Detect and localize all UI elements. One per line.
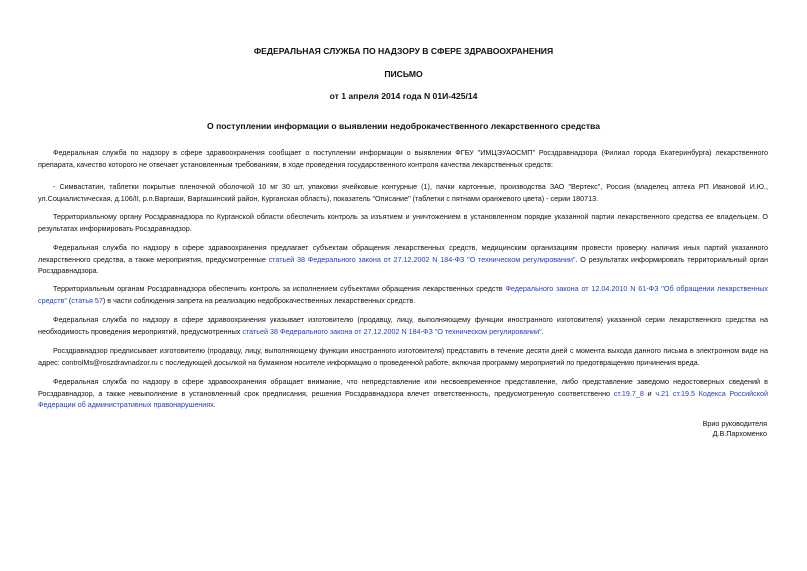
- doc-date-number: от 1 апреля 2014 года N 01И-425/14: [329, 91, 478, 101]
- paragraph-3: Территориальному органу Росздравнадзора по Курганской области обеспечить контроль за изъятием и уничтожением в установленном порядке указанной партии лекарственного средства ее владельцем. О результатах информировать Росздравнадзор.: [38, 212, 768, 233]
- paragraph-1: Федеральная служба по надзору в сфере здравоохранения сообщает о поступлении информации о выявлении ФГБУ "ИМЦЭУАОСМП" Росздравнадзора (Филиал города Екатеринбурга) лекарственного препарата, качество которого не отвечает установленным требованиям, в ходе проведения государственного контроля качества лекарственных средств:: [38, 148, 768, 169]
- paragraph-6: [38, 314, 768, 337]
- paragraph-8-text-b: и: [643, 388, 656, 398]
- signature-name: Д.В.Пархоменко: [712, 429, 767, 438]
- paragraph-8-text-a: Федеральная служба по надзору в сфере здравоохранения обращает внимание, что непредставление или несвоевременное представление, либо представление заведомо недостоверных сведений в Росздравнадзор, а также невыполнение в установленный срок предписания, решения Росздравнадзора влечет ответственность, предусмотренную соответственно: [38, 377, 768, 398]
- link-koap-19-5[interactable]: ч.21 ст.19.5 Кодекса Российской Федерации об административных правонарушениях: [38, 388, 768, 409]
- paragraph-6-text-b: .: [541, 326, 544, 336]
- paragraph-4-text-b: . О результатах информировать территориальный орган Росздравнадзора.: [38, 254, 768, 275]
- paragraph-5-text-c: ) в части соблюдения запрета на реализацию недоброкачественных лекарственных средств.: [102, 295, 416, 305]
- paragraph-7: Росздравнадзор предписывает изготовителю (продавцу, лицу, выполняющему функции иностранного изготовителя) представить в течение десяти дней с момента выхода данного письма в электронном виде на адрес: controlMs@roszdravnadzor.ru с последующей досылкой на бумажном носителе информацию о проведенной работе, включая программу мероприятий по предотвращению причинения вреда.: [38, 346, 768, 367]
- paragraph-8-text-c: .: [213, 400, 216, 409]
- paragraph-4-text-a: Федеральная служба по надзору в сфере здравоохранения предлагает субъектам обращения лекарственных средств, медицинским организациям провести проверку наличия иных партий указанного лекарственного средства, а также мероприятия, предусмотренные: [38, 243, 768, 264]
- paragraph-5-text-a: Территориальным органам Росздравнадзора обеспечить контроль за исполнением субъектами обращения лекарственных средств: [53, 284, 506, 293]
- doc-subject: О поступлении информации о выявлении недоброкачественного лекарственного средства: [207, 121, 600, 131]
- paragraph-6-text-a: Федеральная служба по надзору в сфере здравоохранения указывает изготовителю (продавцу, лицу, выполняющему функции иностранного изготовителя) указанной серии лекарственного средства на необходимость проведения мероприятий, предусмотренных: [38, 315, 768, 336]
- signature-block: [703, 419, 767, 439]
- link-article-38-law-184[interactable]: статьей 38 Федерального закона от 27.12.2002 N 184-ФЗ "О техническом регулировании": [268, 254, 576, 264]
- link-koap-19-7-8[interactable]: ст.19.7_8: [613, 388, 644, 398]
- paragraph-5: [38, 283, 768, 306]
- paragraph-5-text-b: (: [66, 295, 72, 305]
- link-law-61[interactable]: Федерального закона от 12.04.2010 N 61-ФЗ "Об обращении лекарственных средств": [38, 284, 768, 305]
- paragraph-4: [38, 242, 768, 277]
- doc-type: ПИСЬМО: [384, 69, 423, 79]
- link-article-57[interactable]: статья 57: [71, 295, 103, 305]
- paragraph-2: - Симвастатин, таблетки покрытые пленочной оболочкой 10 мг 30 шт, упаковки ячейковые контурные (1), пачки картонные, производства ЗАО "Вертекс", Россия (владелец аптека РП Ивановой И.Ю., ул.Социалистическая, д.106/II, р.п.Варгаши, Варгашинский район, Курганская область), показатель "Описание" (таблетки с пятнами оранжевого цвета) - серии 180713.: [38, 182, 768, 203]
- signature-position: Врио руководителя: [702, 419, 767, 428]
- paragraph-8: [38, 376, 768, 411]
- link-article-38-law-184-second[interactable]: статьей 38 Федерального закона от 27.12.2002 N 184-ФЗ "О техническом регулировании": [242, 326, 542, 336]
- agency-title: ФЕДЕРАЛЬНАЯ СЛУЖБА ПО НАДЗОРУ В СФЕРЕ ЗДРАВООХРАНЕНИЯ: [253, 46, 554, 56]
